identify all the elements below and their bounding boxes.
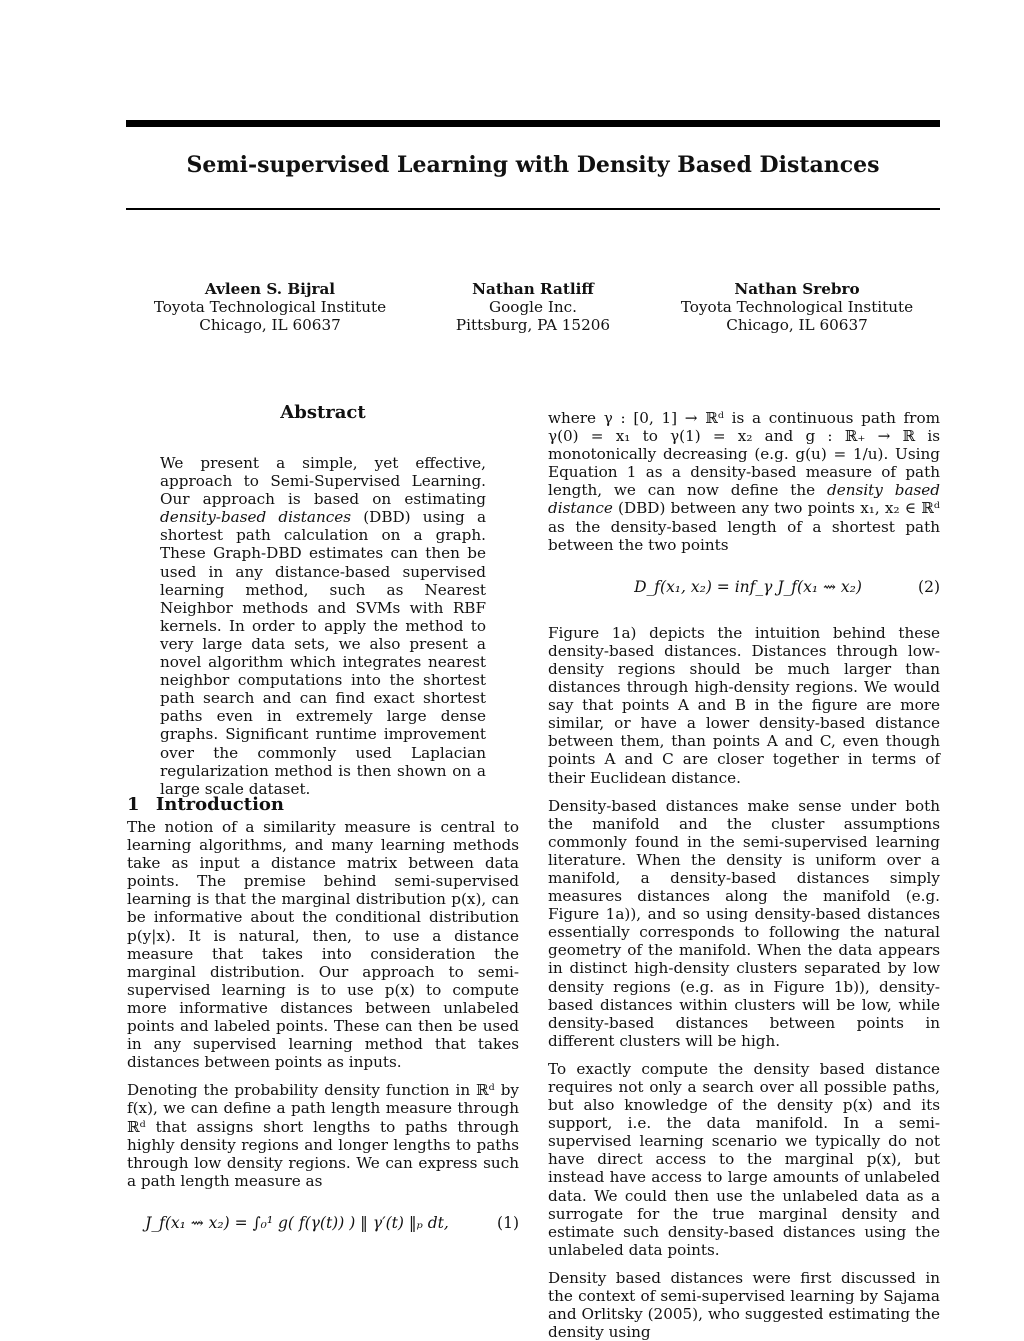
section-number: 1	[127, 794, 140, 815]
abstract-body	[160, 454, 486, 798]
dbd-emphasis: density based distance	[548, 481, 941, 518]
title-top-rule	[126, 120, 940, 127]
figure-intuition-paragraph: Figure 1a) depicts the intuition behind these density-based distances. Distances through low-density regions should be much larger than distances through high-density regions. We would say that points A and B in the figure are more similar, or have a lower density-based distance between them, than points A and C, even though points A and C are closer together in terms of their Euclidean distance.	[548, 623, 940, 787]
author-block-3	[662, 280, 932, 335]
equation-1	[127, 1196, 519, 1256]
intro-paragraph-2: Denoting the probability density function in ℝᵈ by f(x), we can define a path length measure through ℝᵈ that assigns short lengths to paths through highly density regions and longer lengths to paths through low density regions. We can express such a path length measure as	[127, 1081, 519, 1190]
dbd-definition-paragraph	[548, 409, 940, 554]
equation-2	[548, 560, 940, 616]
section-heading-introduction	[127, 796, 284, 814]
abstract-paragraph	[160, 454, 486, 798]
equation-1-number: (1)	[497, 1213, 519, 1232]
manifold-cluster-paragraph: Density-based distances make sense under both the manifold and the cluster assumptions commonly found in the semi-supervised learning literature. When the density is uniform over a manifold, a density-based distances simply measures distances along the manifold (e.g. Figure 1a)), and so using density-based distances essentially corresponds to following the natural geometry of the manifold. When the data appears in distinct high-density clusters separated by low density regions (e.g. as in Figure 1b)), density-based distances within clusters will be low, while density-based distances between points in different clusters will be high.	[548, 796, 940, 1050]
section-title: Introduction	[155, 794, 285, 815]
prior-work-paragraph: Density based distances were first discussed in the context of semi-supervised learning by Sajama and Orlitsky (2005), who suggested estimating the density using	[548, 1268, 940, 1341]
abstract-text-1: We present a simple, yet effective, approach to Semi-Supervised Learning. Our approach is based on estimating	[160, 454, 486, 509]
author-location: Chicago, IL 60637	[199, 316, 341, 335]
equation-2-expression: D_f(x₁, x₂) = inf_γ J_f(x₁ ⇝ x₂)	[634, 577, 862, 596]
author-location: Pittsburg, PA 15206	[455, 316, 611, 335]
paper-title: Semi-supervised Learning with Density Based Distances	[186, 152, 880, 178]
author-name: Nathan Ratliff	[472, 280, 594, 298]
author-block-1	[135, 280, 405, 335]
exact-computation-paragraph: To exactly compute the density based distance requires not only a search over all possible paths, but also knowledge of the density p(x) and its support, i.e. the data manifold. In a semi-supervised learning scenario we typically do not have direct access to the marginal p(x), but instead have access to large amounts of unlabeled data. We could then use the unlabeled data as a surrogate for the true marginal density and estimate such density-based distances using the unlabeled data points.	[548, 1059, 940, 1259]
abstract-heading: Abstract	[280, 402, 366, 423]
author-affiliation: Toyota Technological Institute	[680, 298, 914, 317]
title-bottom-rule	[126, 208, 940, 210]
author-affiliation: Toyota Technological Institute	[153, 298, 387, 317]
left-column-body	[127, 818, 519, 1264]
abstract-emphasis: density-based distances	[160, 508, 352, 527]
right-column-body	[548, 409, 940, 1341]
author-name: Avleen S. Bijral	[204, 280, 336, 298]
abstract-text-2: (DBD) using a shortest path calculation on a graph. These Graph-DBD estimates can then be used in any distance-based supervised learning method, such as Nearest Neighbor methods and SVMs with RBF kernels. In order to apply the method to very large data sets, we also present a novel algorithm which integrates nearest neighbor computations into the shortest path search and can find exact shortest paths even in extremely large dense graphs. Significant runtime improvement over the commonly used Laplacian regularization method is then shown on a large scale dataset.	[160, 508, 486, 798]
author-block-2	[398, 280, 668, 335]
equation-2-number: (2)	[918, 577, 940, 596]
dbd-text-2: (DBD) between any two points x₁, x₂ ∈ ℝᵈ as the density-based length of a shortest path between the two points	[548, 499, 940, 554]
equation-1-expression: J_f(x₁ ⇝ x₂) = ∫₀¹ g( f(γ(t)) ) ‖ γ′(t) ‖ₚ dt,	[145, 1213, 449, 1232]
author-affiliation: Google Inc.	[489, 298, 577, 317]
author-location: Chicago, IL 60637	[726, 316, 868, 335]
author-name: Nathan Srebro	[734, 280, 860, 298]
dbd-text-1: where γ : [0, 1] → ℝᵈ is a continuous path from γ(0) = x₁ to γ(1) = x₂ and g : ℝ₊ → ℝ is monotonically decreasing (e.g. g(u) = 1/u). Using Equation 1 as a density-based measure of path length, we can now define the	[548, 409, 940, 500]
intro-paragraph-1: The notion of a similarity measure is central to learning algorithms, and many learning methods take as input a distance matrix between data points. The premise behind semi-supervised learning is that the marginal distribution p(x), can be informative about the conditional distribution p(y|x). It is natural, then, to use a distance measure that takes into consideration the marginal distribution. Our approach to semi-supervised learning is to use p(x) to compute more informative distances between unlabeled points and labeled points. These can then be used in any supervised learning method that takes distances between points as inputs.	[127, 818, 519, 1072]
